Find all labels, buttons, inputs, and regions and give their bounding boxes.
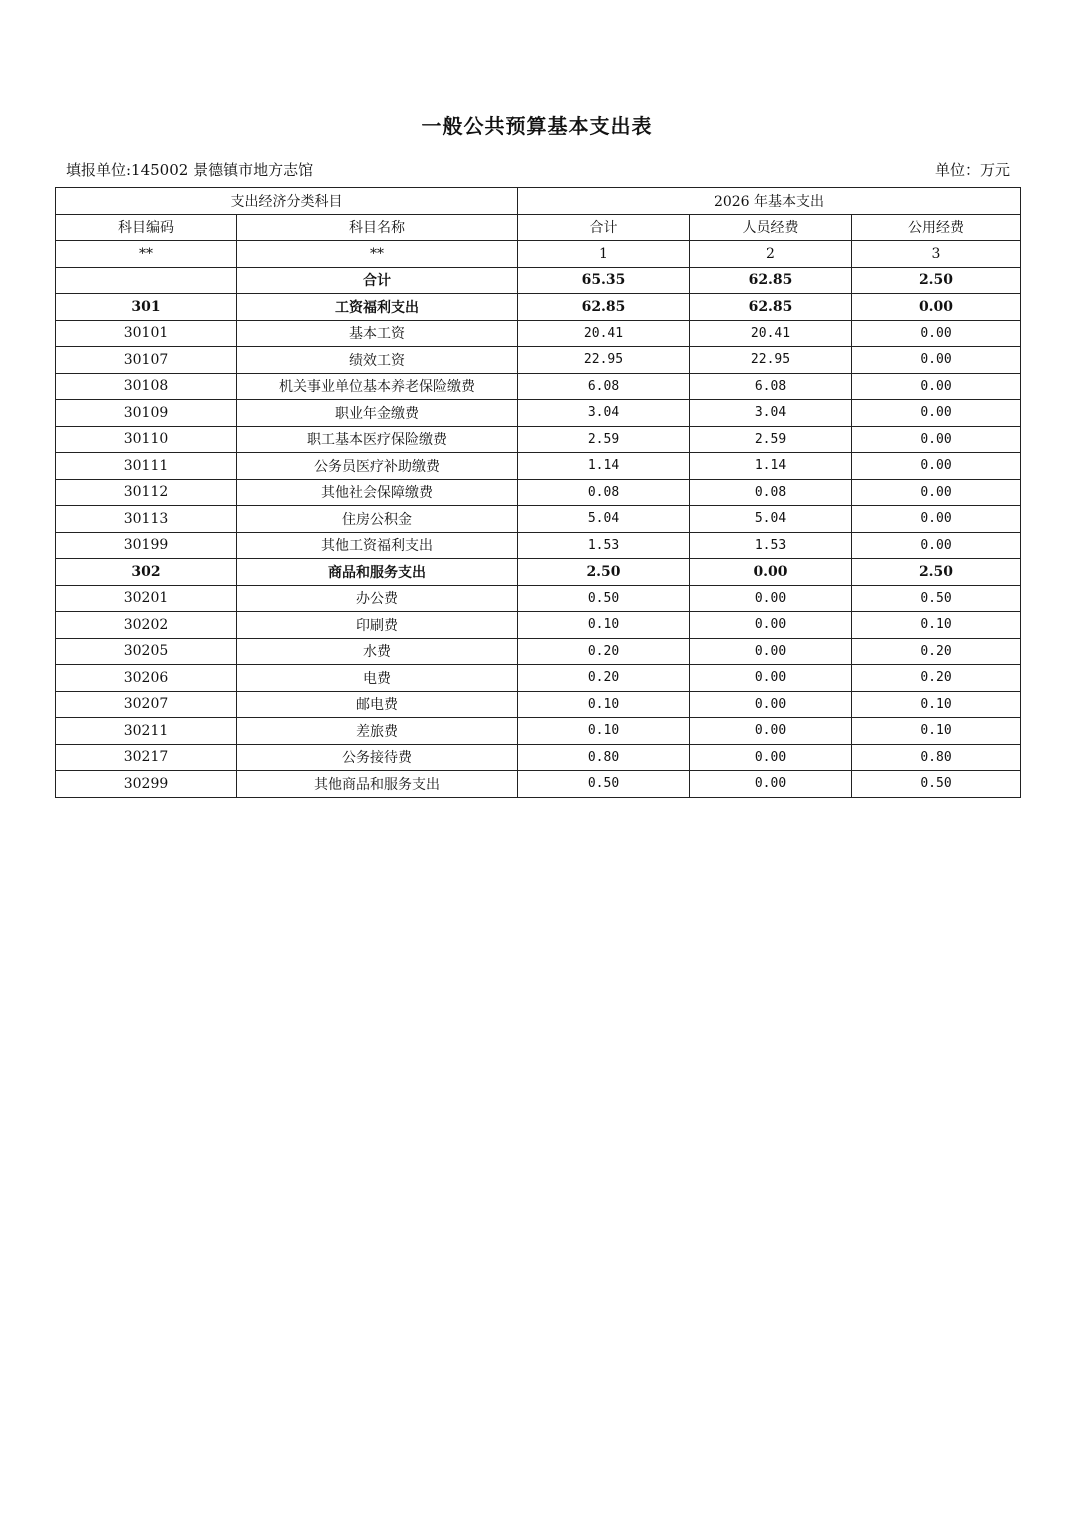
cell-name: 商品和服务支出: [237, 559, 518, 586]
cell-personnel: 0.08: [690, 479, 852, 506]
cell-personnel: 0.00: [690, 585, 852, 612]
cell-public: 0.00: [852, 400, 1021, 427]
cell-personnel: 62.85: [690, 294, 852, 321]
cell-public: 0.00: [852, 453, 1021, 480]
cell-name: 差旅费: [237, 718, 518, 745]
cell-total: 0.80: [518, 744, 690, 771]
cell-name: 工资福利支出: [237, 294, 518, 321]
cell-total: 0.10: [518, 691, 690, 718]
cell-total: 0.10: [518, 718, 690, 745]
table-row: [56, 665, 1021, 692]
cell-personnel: 0.00: [690, 744, 852, 771]
cell-name: 绩效工资: [237, 347, 518, 374]
page-title: 一般公共预算基本支出表: [421, 114, 653, 138]
cell-code: 30207: [56, 691, 237, 718]
cell-code: 30108: [56, 373, 237, 400]
cell-total: 0.20: [518, 638, 690, 665]
column-header-personnel: 人员经费: [690, 214, 852, 241]
cell-public: 0.50: [852, 771, 1021, 798]
table-row: [56, 585, 1021, 612]
table-row: [56, 559, 1021, 586]
cell-public: 2.50: [852, 559, 1021, 586]
cell-total: 62.85: [518, 294, 690, 321]
cell-personnel: 0.00: [690, 718, 852, 745]
cell-personnel: 1.53: [690, 532, 852, 559]
cell-personnel: 3.04: [690, 400, 852, 427]
cell-personnel: 22.95: [690, 347, 852, 374]
cell-total: 0.10: [518, 612, 690, 639]
table-row: [56, 294, 1021, 321]
cell-public: 0.80: [852, 744, 1021, 771]
table-row: [56, 320, 1021, 347]
cell-name: 基本工资: [237, 320, 518, 347]
cell-public: 0.00: [852, 426, 1021, 453]
cell-total: 65.35: [518, 267, 690, 294]
cell-public: 0.00: [852, 347, 1021, 374]
index-cell: **: [237, 241, 518, 268]
cell-public: 0.10: [852, 691, 1021, 718]
cell-personnel: 0.00: [690, 771, 852, 798]
cell-code: 30112: [56, 479, 237, 506]
cell-total: 22.95: [518, 347, 690, 374]
table-row: [56, 426, 1021, 453]
cell-public: 2.50: [852, 267, 1021, 294]
cell-public: 0.20: [852, 638, 1021, 665]
cell-code: 301: [56, 294, 237, 321]
cell-personnel: 0.00: [690, 559, 852, 586]
cell-public: 0.00: [852, 320, 1021, 347]
cell-name: 公务接待费: [237, 744, 518, 771]
cell-public: 0.10: [852, 612, 1021, 639]
cell-code: 30206: [56, 665, 237, 692]
cell-total: 0.50: [518, 771, 690, 798]
cell-code: 30107: [56, 347, 237, 374]
column-header-code: 科目编码: [56, 214, 237, 241]
header-column-row: [56, 214, 1021, 241]
cell-personnel: 0.00: [690, 691, 852, 718]
cell-code: 30202: [56, 612, 237, 639]
table-row: [56, 771, 1021, 798]
cell-code: 30113: [56, 506, 237, 533]
header-index-row: [56, 241, 1021, 268]
currency-unit: 单位：万元: [934, 161, 1010, 179]
cell-name: 其他工资福利支出: [237, 532, 518, 559]
cell-public: 0.50: [852, 585, 1021, 612]
cell-personnel: 2.59: [690, 426, 852, 453]
table-row: [56, 373, 1021, 400]
cell-public: 0.00: [852, 373, 1021, 400]
budget-table: [55, 187, 1021, 798]
cell-name: 住房公积金: [237, 506, 518, 533]
cell-code: 30211: [56, 718, 237, 745]
cell-total: 0.20: [518, 665, 690, 692]
cell-code: 30109: [56, 400, 237, 427]
cell-name: 水费: [237, 638, 518, 665]
cell-total: 2.59: [518, 426, 690, 453]
cell-code: 30217: [56, 744, 237, 771]
cell-total: 3.04: [518, 400, 690, 427]
cell-personnel: 5.04: [690, 506, 852, 533]
column-header-total: 合计: [518, 214, 690, 241]
cell-personnel: 1.14: [690, 453, 852, 480]
cell-name: 其他社会保障缴费: [237, 479, 518, 506]
cell-personnel: 20.41: [690, 320, 852, 347]
cell-personnel: 0.00: [690, 612, 852, 639]
cell-public: 0.20: [852, 665, 1021, 692]
cell-name: 职业年金缴费: [237, 400, 518, 427]
cell-code: 302: [56, 559, 237, 586]
cell-name: 办公费: [237, 585, 518, 612]
cell-public: 0.00: [852, 532, 1021, 559]
table-row: [56, 718, 1021, 745]
column-header-name: 科目名称: [237, 214, 518, 241]
cell-total: 20.41: [518, 320, 690, 347]
cell-name: 其他商品和服务支出: [237, 771, 518, 798]
table-row: [56, 347, 1021, 374]
cell-code: 30101: [56, 320, 237, 347]
cell-code: [56, 267, 237, 294]
table-row: [56, 400, 1021, 427]
cell-code: 30299: [56, 771, 237, 798]
cell-personnel: 6.08: [690, 373, 852, 400]
index-cell: **: [56, 241, 237, 268]
table-row: [56, 506, 1021, 533]
cell-public: 0.00: [852, 479, 1021, 506]
column-header-public: 公用经费: [852, 214, 1021, 241]
table-row: [56, 638, 1021, 665]
table-body: [56, 267, 1021, 797]
table-row: [56, 691, 1021, 718]
table-row: [56, 453, 1021, 480]
cell-name: 职工基本医疗保险缴费: [237, 426, 518, 453]
cell-name: 邮电费: [237, 691, 518, 718]
table-row: [56, 267, 1021, 294]
cell-total: 2.50: [518, 559, 690, 586]
cell-public: 0.00: [852, 506, 1021, 533]
index-cell: 1: [518, 241, 690, 268]
cell-total: 5.04: [518, 506, 690, 533]
cell-personnel: 0.00: [690, 665, 852, 692]
cell-code: 30201: [56, 585, 237, 612]
table-row: [56, 479, 1021, 506]
index-cell: 2: [690, 241, 852, 268]
header-group-row: [56, 188, 1021, 215]
cell-total: 1.53: [518, 532, 690, 559]
cell-total: 0.50: [518, 585, 690, 612]
cell-name: 公务员医疗补助缴费: [237, 453, 518, 480]
cell-name: 印刷费: [237, 612, 518, 639]
table-row: [56, 744, 1021, 771]
cell-code: 30111: [56, 453, 237, 480]
cell-public: 0.10: [852, 718, 1021, 745]
cell-total: 1.14: [518, 453, 690, 480]
reporting-unit: 填报单位:145002 景德镇市地方志馆: [66, 161, 314, 179]
table-row: [56, 532, 1021, 559]
cell-total: 6.08: [518, 373, 690, 400]
cell-code: 30199: [56, 532, 237, 559]
cell-public: 0.00: [852, 294, 1021, 321]
table-row: [56, 612, 1021, 639]
cell-personnel: 62.85: [690, 267, 852, 294]
cell-personnel: 0.00: [690, 638, 852, 665]
cell-name: 机关事业单位基本养老保险缴费: [237, 373, 518, 400]
cell-name: 电费: [237, 665, 518, 692]
header-group-basic-expenditure: 2026 年基本支出: [518, 188, 1021, 215]
header-group-classification: 支出经济分类科目: [56, 188, 518, 215]
index-cell: 3: [852, 241, 1021, 268]
cell-name: 合计: [237, 267, 518, 294]
cell-code: 30110: [56, 426, 237, 453]
cell-total: 0.08: [518, 479, 690, 506]
cell-code: 30205: [56, 638, 237, 665]
